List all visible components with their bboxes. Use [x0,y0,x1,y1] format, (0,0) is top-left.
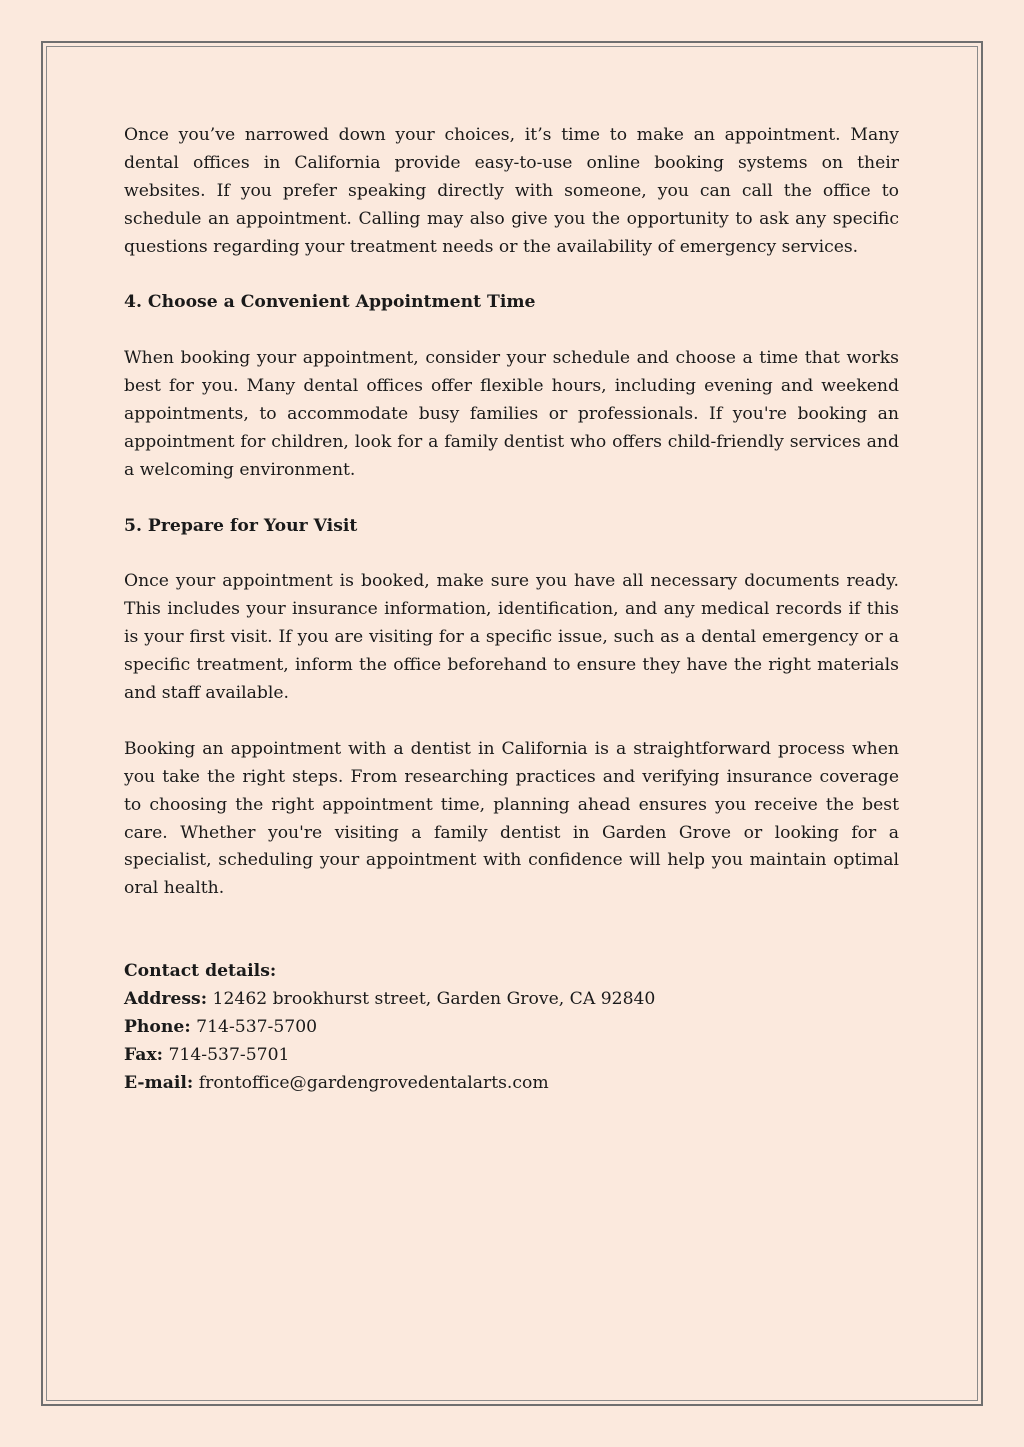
contact-email [124,1070,899,1098]
paragraph-appointment: Once you’ve narrowed down your choices, it’s time to make an appointment. Many dental offices in California provide easy-to-use online booking systems on their websites. If you prefer speaking directly with someone, you can call the office to schedule an appointment. Calling may also give you the opportunity to ask any specific questions regarding your treatment needs or the availability of emergency services. [124,125,899,257]
phone-value: 714-537-5700 [196,1017,318,1038]
contact-heading: Contact details: [124,961,277,982]
address-label: Address: [124,989,208,1010]
paragraph-conclusion: Booking an appointment with a dentist in California is a straightforward process when you take the right steps. From researching practices and verifying insurance coverage to choosing the right appointment time, planning ahead ensures you receive the best care. Whether you're visiting a family dentist in Garden Grove or looking for a specialist, scheduling your appointment with confidence will help you maintain optimal oral health. [124,738,899,899]
heading-prepare-visit: 5. Prepare for Your Visit [124,515,358,536]
paragraph-schedule: When booking your appointment, consider your schedule and choose a time that works best for you. Many dental offices offer flexible hours, including evening and weekend appointments, to accommodate busy families or professionals. If you're booking an appointment for children, look for a family dentist who offers child-friendly services and a welcoming environment. [124,348,899,480]
contact-phone [124,1014,899,1042]
contact-address [124,986,899,1014]
contact-fax [124,1042,899,1070]
email-value: frontoffice@gardengrovedentalarts.com [198,1072,549,1093]
fax-value: 714-537-5701 [168,1045,290,1066]
email-label: E-mail: [124,1072,194,1093]
document-body [124,122,899,1098]
paragraph-documents: Once your appointment is booked, make sure you have all necessary documents ready. This includes your insurance information, identification, and any medical records if this is your first visit. If you are visiting for a specific issue, such as a dental emergency or a specific treatment, inform the office beforehand to ensure they have the right materials and staff available. [124,571,899,704]
heading-convenient-time: 4. Choose a Convenient Appointment Time [124,292,536,313]
address-value: 12462 brookhurst street, Garden Grove, CA 92840 [212,989,656,1010]
fax-label: Fax: [124,1045,163,1066]
contact-details [124,958,899,1098]
phone-label: Phone: [124,1017,191,1038]
